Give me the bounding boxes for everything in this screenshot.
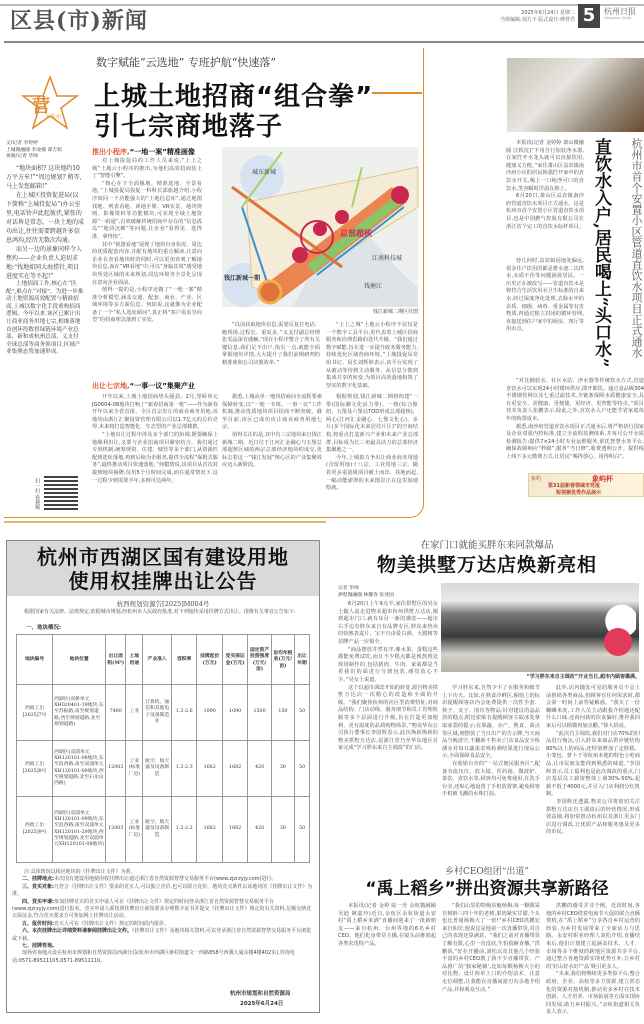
notice-body: [12, 869, 314, 987]
cell: 150: [271, 685, 294, 741]
notice-section-text: 参加挂牌竞买的竞买申请人可在《挂牌出让文件》规定的时间登录浙江省自然资源智慧交易服务平台(www.zjzrzyjy.com)进行报名。竞买申请人须按照挂牌出让须知要求办理数字证书并提交《挂牌出让文件》规定的有关资料,足额交纳竞买保证金,符合竞买要求方可参加网上挂牌出让活动。: [12, 898, 312, 920]
cell: 50: [295, 741, 310, 797]
masthead-rule-bottom: [4, 41, 644, 43]
subhead-1: [92, 147, 195, 157]
column-header: 出让面积(M²): [106, 635, 126, 685]
subhead-red: 推出小程序,: [92, 148, 130, 156]
ad-title: 象屿杯: [592, 475, 613, 483]
map-caption: 钱江新城二期区位图: [340, 309, 418, 315]
cell: 计算机、通信和其他电子设备制造业: [143, 685, 172, 741]
table-note: 注:具体情况以相应地块的《挂牌出让文件》为准。: [24, 869, 136, 875]
paragraph: 学习胖东来,自然少不了在服务和细节上下功夫。比如,在熟食冷鲜区,橱窗上的标识提醒顾客店内会免费提供一次性手套、筷子、叉子、围巾等物品;针对建议的晶品放的糕点,附近张贴有提醒顾客主取冰处拿取冰袋的提示;在果蔬、水产、熟食、面点等区域,则摆放了当日出产的告示牌,当天商品当晚清空,不翻新不售卖;门店食品安全检测室对每日蔬果农残检测结果进行现品公示,全面保障食品安全。: [442, 685, 540, 760]
page-number: 5: [578, 4, 600, 28]
cell: 1090: [197, 685, 222, 741]
cell: 1090: [222, 685, 247, 741]
notice-title-line2: 使用权挂牌出让公告: [68, 569, 258, 593]
paragraph: “上上之城”土地云小程序不仅仅是一个数字工具平台,更代表着上城区招商服务和治理思路的迭代升级。“我们通过数字赋能,旨在进一步提升政务服务能力,持续优化区域营商环境。”上城投促局党组书记、局长刘辉婷表示,该平台实现了从被动等待到主动服务、从信息分散到集成共享的转变,为项目高效落地构筑了坚实的数字化基础。: [326, 322, 418, 389]
notice-date: 2025年6月24日: [240, 1001, 284, 1007]
notice-section-text: 凡符合《挂牌出让文件》要求的竞买人,可以独立竞价,也可以联合竞价。地块竞买条件以该地块的《挂牌出让文件》为准。: [12, 883, 313, 898]
article-column: [506, 140, 584, 255]
notice-section-text: 本次国有建设用地使用权挂牌出让通过浙江省自然资源智慧交易服务平台(www.zjzrzyjy.com)进行。: [54, 876, 277, 883]
cell: 12003: [106, 741, 126, 797]
water-kicker: 杭州市首个安置小区管道直饮水项目正式通水: [630, 138, 643, 358]
notice-title: 杭州市西湖区国有建设用地: [37, 545, 289, 569]
paragraph: “核心在于全面匯地、精准选地、全景看地。”上城投促局投促一科科长邵旅越介绍,小程序如同一个功能强大的“土地信息库”,通过地图找地、列表看地、读地手册、VR实景、地块规则、影像资料等功能模块,可实现全域土地资源“一码通”,有效破解传统招商中存在的“信息孤岛”“地块沉睡”等问题,让企业“看得见、选得准、拿得快”。: [92, 180, 202, 240]
paragraph: 据悉,上城从单一地块招商向全流程要素保障转变,以“一地一专班、一事一议”工作机制,推动优质地块项目招商不断突破。截至目前,该区已成功出让商业商务用地七宗。: [222, 394, 322, 431]
qr-label: 扫一扫 看视频: [34, 478, 40, 510]
paragraph: 值得关注的是,其中有三宗地块来自钱江新城二期。近日位于江河汇金融心与五堡总部超核区域的两宗总部经济地块约成交,更标志着这一“钱江发展”核心区的产业集聚效应迈入新阶段。: [222, 431, 322, 469]
yushang-kicker: 乡村CEO组团“出道”: [444, 867, 530, 877]
lead-intro-column: [6, 164, 84, 470]
district-map: [222, 147, 418, 307]
notice-section: [12, 899, 314, 921]
paragraph: “土地出让过程中涉及多个部门的协调,既要确保土地顺利出让,又要与企业招商项目紧密结合。我们通过专班机制,统筹规资、住建、城管等多个部门,从资源匹配到选址落地,再到后续为企服务,提供全流程“保姆式服务”,最终推动项目快速落地。”何叡情说,该项目从首次对接到地块摘牌,仅用5个月时间完成,而在通常情况下,这一过程少则需要半年,多则可达两年。: [92, 431, 218, 484]
water-photo: [507, 58, 644, 132]
paragraph: “以前获取地块信息,需要反复打电话、跑现场,过程长、重复多。”义支付副总经理张雯晶深有感触,“现在小程序整合了所有关键信息,我们足不出户,指尖一点,就能全面掌握地块详情,大大提升了我们前期研判的精准度和公司决策效率。”: [222, 322, 320, 366]
article-column: [546, 685, 640, 861]
byline-line: 记者 华帅: [338, 586, 359, 591]
paper-logo-en: Hangzhou Daily: [604, 16, 632, 20]
cell: 1.2-2.6: [171, 685, 196, 741]
subhead-black: “一地一案”精准画像: [129, 148, 195, 156]
cell: 1682: [222, 741, 247, 797]
lead-kicker: 数字赋能“云选地” 专班护航“快速落”: [96, 56, 276, 69]
paragraph: “我们山里的特级东魁杨梅,每一颗都采自树龄三四十年的老树,果肉紧实甘甜,个头也比普通杨梅大了一倍!”乡村CEO洪鹏宏来自仙居,他说这是他第一次直播带货,对自己的表现还算满意。“我们之前对直播带货了解有限,心里一直没底,生怕搞砸直播。”洪鹏说,“好在开播前,刘松以及其他几个经验丰富的乡村CEO教了我不少直播带货、产品推广的‘独家秘籍’,比如每颗杨梅大小的对比物、设计简单上口的介绍话术、注意走位调整,让我能在直播间游刃有余地介绍产品,并和观众互动。”: [442, 903, 540, 993]
article-column: [442, 903, 540, 1021]
byline-line: 文/记者 李婷婷: [6, 141, 38, 146]
table-header-row: [17, 635, 310, 685]
article-column: [222, 394, 322, 512]
byline-line: 上城微融圈 李凌楠 谭吉娟: [6, 147, 62, 153]
article-column: [338, 903, 436, 1021]
paragraph: 在上城区投资促进局(以下简称“上城投促局”)办公室里,电话铃声此起彼伏,紧张的对话皆是常态。一块土地的成功出让,往往需要跨越许多信息鸿沟,经历无数次沟通。: [6, 192, 85, 244]
paragraph: 洪鹏的感受并非个例。近段时间,各地的乡村CEO借着电商节大促的联合直播契机,在“禹上稻乡”分享各自乡村运营的经验,为乡村发展带来了全新活力与思路。永安村职业经理人刘松介绍,直播结束后,他们计划建立起涵盖技术、人才、市场等多个维度的跨地区资源共享平台,通过整合各地资源实现优势互补,让乡村的‘好山好水好产品’吸引更多人。: [546, 903, 640, 970]
qr-code[interactable]: [44, 476, 78, 510]
cell: 420: [248, 797, 271, 863]
yushang-headline: “禹上稻乡”拼出资源共享新路径: [365, 879, 609, 899]
section-title: 区县(市)新闻: [10, 8, 148, 34]
cell: 西政工出[2025]8号: [17, 741, 53, 797]
article-column: [506, 378, 644, 470]
map-label: 钱江新城一期: [224, 275, 261, 282]
wumart-kicker: 在家门口就能买胖东来同款爆品: [420, 540, 554, 551]
subhead-2: [92, 381, 195, 391]
paragraph: 今年,上城拟力争出让商业商务用地(含留用地)十八宗、工业用地三宗。随着更多重量级项目破土而出、扶地而起,一幅动能澎湃的未来图景正在这里加速绘就。: [326, 454, 418, 492]
notice-section-heading: 一、地块概况:: [26, 625, 62, 631]
article-column: [326, 322, 418, 389]
wumart-headline: 物美拱墅万达店焕新亮相: [376, 554, 597, 576]
byline-line: 拱墅微融圈 林馨春 张述国: [338, 593, 394, 598]
paragraph: 对上城投促局的工作人员来说,“上上之城”土地云小程序的推出,为他们高效招商装上了“智能引擎”。: [92, 158, 202, 180]
paragraph: 值得一提的是,小程序还做了“一地一案”精准分析模型,涵盖交通、配套、商业、产业、区域环境等多方面信息。何如说,这就像为企业配备了一个“私人选址顾问”,真正将“客户需求导向型”的招商理念落到了实处。: [92, 287, 202, 324]
paragraph: 根据规划,钱江新城二期将构建“一带(国际潮文化活力带)、一核(综合枢纽、五堡及六堡站TOD形成总部超核)、两心(江河汇金融心、七堡文化心)、多片(多个国际化未来居住片区)”的空间结构,将重点打造新兴产业和未来产业总部群,目标成为长三角最具活力的总部经济集聚地之一。: [326, 394, 418, 454]
notice-section-text: 《挂牌出让文件》及地块相关资料,可以登录浙江省自然资源智慧交易服务平台浏览或下载。: [12, 928, 312, 942]
paragraph: 开年以来,上城土地招商势头强劲。2月,望峤单元JG0604-08地块打响了“新春招商第一枪”——作为新春开年以来全省首批、全区首宗出让的商业商务用地,该地块由浙江汇聚投资管理有限公司以1.7亿元的总价竞得,未来将打造智能化、生态型的产业总部楼群。: [92, 394, 218, 431]
article-column: [92, 158, 202, 324]
notice-section-label: 三、竞买对象:: [22, 883, 55, 890]
cell: 西湖区(双桥单元XH020401-19地块,东至苏振路,南至规划道路,西至规划道路,北至规划道路): [53, 685, 106, 741]
paragraph: 曾几何时,益农镇因地处偏远,很多住户饮用的都是蓄水池二次供水,水质不佳等问题困扰居民。一历史正在被改写——管道直饮水是将符合生活饮用水卫生标准的自来水,经过深度净化处理,去除水中的杂质、细菌、病毒、重金属等有害物质,再通过独立封闭的循环管网,直接送到住户家中的厨房、客厅等用水点。: [506, 258, 584, 333]
ad-logo: 象屿: [531, 476, 542, 482]
paragraph: “未来,我们将继续更多类似平台,整合政府、企业、高校等多方资源,建立常态化的资源对接机制,推动更多乡村在技术创新、人才培养、市场拓展等方面实现协同发展,助力乡村振兴。”余杭街道相关负责人表示。: [546, 971, 640, 1016]
notice-doc-number: 杭西规划资源告[2025]M004号: [116, 600, 210, 608]
cell: 航空、航天器及设备制造: [143, 797, 172, 863]
cell: 西湖区(双浦单元XH120101-08地块,东至浪西路,南至双浦单元XH120101-09地块,西至规划道路,北至石龙山西路): [53, 741, 106, 797]
wumart-byline: [338, 585, 440, 599]
cell: 50: [295, 797, 310, 863]
ad-line: 短视频优秀作品展示: [556, 490, 602, 496]
cell: 50: [295, 685, 310, 741]
article-column: [442, 685, 540, 861]
paragraph: 而另一边的景象同样令人焦灼——企业负责人迫切求地:“找地如同大海捞针,项目进度实在等不起!”: [6, 246, 83, 280]
cell: 1682: [222, 797, 247, 863]
column-header: 地块编号: [17, 635, 53, 685]
logo-char: 营: [32, 96, 50, 117]
column-header: 固定资产投资强度(万元/亩): [248, 635, 271, 685]
notice-contact: 现场咨询地点设在杭州市规划和自然资源局西湖分局(杭州市西湖区蒋村街道文一西路858号西溪大厦东楼4楼402室),咨询电话:0571-89511105,0571-89511110。: [12, 950, 295, 964]
column-header: 容积率: [171, 635, 196, 685]
paragraph: “此次自主调改,我们对门店70%的旧品进行淘汰,引入胖东来商品供应链结构80%以上的商品,还特别增加了定胜糕、小笼包、萝卜干等杭州本地的特色小吃商品,让市民朋友能找到熟悉的味道。”李国辉表示,员工福利也是此次调改的重点,门店基层员工薪资整体上调30%-50%,起薪不低于4000元,并引入门店利润分红机制。: [546, 730, 640, 798]
paragraph: 本报讯(记者 金婷婷 萧山微融圈 汪轶沈)“不用自行加装净水器,在家拧开水龙头就可以直接饮用,健康又方便。”家住萧山区益农镇南沙府小区的居民韩强拧开家中的直饮水开关,喝上一口纯净可口的直饮水,笑容瞬时洋溢在脸上。: [506, 140, 584, 192]
column-header: 土地用途: [126, 635, 143, 685]
logo-sub: 在杭州: [46, 114, 62, 120]
notice-issuer: 杭州市规划和自然资源局: [230, 991, 291, 997]
paper-logo: 杭州日报: [604, 7, 636, 16]
ad-line: 第31届新春领域市党报: [548, 483, 600, 489]
cell: 工业(标准厂房): [126, 741, 143, 797]
cell: 工业(标准厂房): [126, 797, 143, 863]
notice-intro: 根据国家有关法律、法规规定,依据城市规划,经杭州市人民政府批准,对下列地块采用挂牌方式出让。现将有关事宜公告如下:: [24, 609, 296, 615]
paragraph: “商品摆放井然有序,像水果、蛋糕这些都能免费试吃,而且不少糕点都是现熬现处现场制作的,包括猪肉、牛肉、家禽都是当着我们的面进行分割包装,感觉放心不少。”吴女士说道。: [338, 646, 438, 683]
table-row: [17, 685, 310, 741]
cell: 7460: [106, 685, 126, 741]
paragraph: 李国辉还透露,物美公司将密切关注拱墅万达店自主调改后的经营情况,形成效益圈,将加快推动杭州以及浙江更多门店进行调改,让优质产品和服务惠及更多的市民。: [546, 798, 640, 836]
paragraph: 此外,店内随处可见的服务员不会上前推销各类商品,但顾客有任何需求时,都会第一时间上前答疑解惑。“我买了一份螺蛳米皮,工作人员主动跟我介绍地还配什么口味,还询问我的饮食偏好,推荐我回家后可以稍微再加点醋。”徐大妈说。: [546, 685, 640, 729]
column-header: 竞买保证金(万元): [222, 635, 247, 685]
column-header: 挂牌起价(万元): [197, 635, 222, 685]
subhead-black: “一事一议”集聚产业: [129, 382, 195, 390]
paragraph: 其中“视图看地”展现了地块自身状况、周边的优质配套内容,并配有地块的重点解读,让意向企业在查看地块时的同时,可以更加直观了解地块信息,而在“VR看地”中,可以“身临其境”感受地块所处区域的未来规划,周边环境等全景化呈现在意向企业面前。: [92, 241, 202, 286]
notice-section: [12, 876, 314, 883]
notice-section-label: 四、竞买申请:: [22, 898, 55, 905]
cell: 1.2-2.3: [171, 741, 196, 797]
article-column: [92, 394, 218, 512]
lead-headline: 上城土地招商“组合拳”: [94, 82, 374, 112]
lead-byline: [6, 141, 86, 161]
map-label: 江南科技城: [372, 255, 403, 262]
paragraph: 6月20日,萧山区益农镇南沙府管道直饮水项目正式通水。这是杭州市首个安置小区管道直饮水项目,也是中国燃气控股有限公司在浙江省个完工的直饮水标杆项目。: [506, 193, 584, 230]
cell: 30: [271, 797, 294, 863]
star-icon: [20, 74, 80, 134]
cell: 12003: [106, 797, 126, 863]
column-header: 亩均年税收(万元/亩): [271, 635, 294, 685]
article-column: [338, 601, 438, 857]
cell: 西政工出[2025]9号: [17, 797, 53, 863]
issue-date: 2025年6月24日 星期二: [521, 10, 575, 16]
table-row: [17, 741, 310, 797]
article-column: [506, 258, 584, 372]
map-label: 总部超核: [340, 229, 372, 238]
cell: 420: [248, 741, 271, 797]
paragraph: 据悉,南沙府管道直饮水项目正式通水后,将严格执行国家及企业双重内控标准,建立全流程监测体系,并每月公开水质检测报告;提供7×24小时专业运维服务,依托智慧水务平台,确保故障响应“秒级”,服务“当日修”,收费透明公开。提供线上线下多元缴费方式,让居民“喝得放心、用得明白”。: [506, 423, 644, 460]
cell: 航空、航天器及设备制造: [143, 741, 172, 797]
table-row: [17, 797, 310, 863]
column-header: 产业准入: [143, 635, 172, 685]
cell: 1500: [248, 685, 271, 741]
paragraph: 6月20日上午9点半,家住拱墅区的吴女士随人流走进物美超市杭州拱墅万达店,刚到超市门口,就有耳目一新的感觉——超市右手边有胖东来自有品牌专区,胖东来热卖的快熟表麦片、宝丰自由爱白酒、大膜树等招牌产品一应俱全。: [338, 601, 438, 645]
paragraph: 这个以超市调改开始的转变,源自物美拱墅万达店一次精心的改造和全面的升级。“我们聚焦杭州的社区型消费特征,对商品结构、门店动线、服务细节和员工管理机制等多个层面进行升级,旨在打造更加便利、更有温度的品质购物场景。”物美华东公司执行董事长李国辉表示,此次焕新焕新的物美拱墅万达店,是浙江省乃至华东地区首家完成“学习胖东来自主调改”的门店。: [338, 684, 438, 752]
notice-section-label: 六、本次挂牌出让详细资料请参阅挂牌出让文件。: [22, 928, 133, 935]
article-column: [222, 322, 320, 377]
water-headline: 直饮水入户,居民喝上“头口水”: [591, 138, 611, 368]
photo-caption: “学习胖东来自主调改”开业当日,超市内顾客爆满。: [526, 674, 640, 680]
land-table: [16, 634, 310, 863]
paragraph: “地块面积? 这块地约10万平方米!”“周边规划? 稍等,马上发您邮箱!”: [6, 165, 82, 190]
column-header: 出让年期: [295, 635, 310, 685]
editor-credits: 当班编辑:刘方丰 版式设计:傅誉君: [500, 17, 575, 23]
map-label: 城东新城: [252, 169, 277, 176]
notice-section: [12, 884, 314, 899]
paragraph: “对比桶装水、社区水站、净水器等传统饮水方式,管道直饮水可以实现24小时循环供应,即开即饮。通过食品级304不锈钢管网以及七重过滤技术,全链条保障水质健康安全,具有更安全、更健康、更便捷、更经济、更智能等特点。”项目技术负责人张鹏表示,除此之外,直饮水入户还能节省家庭每年的购置成本。: [506, 378, 644, 422]
lead-headline-line2: 引七宗商地落子: [94, 112, 284, 142]
cell: 1682: [197, 797, 222, 863]
map-label: 钱塘江: [364, 283, 383, 290]
paragraph: 本报讯(记者 金婷 陆一舟 余杭微融圈 吴迪 姚嘉玲)近日,余杭区余杭街道永安村“禹上稻乡米酒”直播间迎来了一批新朋友——来自杭州、台州等地的6名乡村CEO。他们化身带货主播,在镜头前推销起各类农优特产品。: [338, 903, 436, 947]
cell: 1682: [197, 741, 222, 797]
article-column: [546, 903, 640, 1021]
byline-line: 视频/记者 华帅: [6, 154, 38, 160]
notice-section-label: 七、挂牌咨询。: [22, 943, 58, 950]
cell: 30: [271, 741, 294, 797]
paragraph: 在收银台旁的“一站式便民服务区”,配备有血压仪、放大镜、医药箱、微波炉、茶饮、直饮水等,顾客均可免费使用,在洗手台旁,还贴心地设置了手机放置架,避免顾客手机被飞溅的水珠打湿。: [442, 760, 540, 798]
column-header: 地块位置: [53, 635, 106, 685]
section-rule: [4, 521, 326, 523]
cell: 工业: [126, 685, 143, 741]
notice-section-text: 竞买人可在《挂牌出让文件》规定的时间段内报价。: [54, 920, 170, 927]
store-photo-flowers: [600, 600, 636, 670]
subhead-red: 出让七宗地,: [92, 382, 130, 390]
cell: 1.2-2.2: [171, 797, 196, 863]
paragraph: 土地招商工作,核心在“匹配”,难点在“对接”。为进一步推动土地资源高效配置与精准招商,上城以数字化手段重构招商逻辑。今年以来,该区已累计出让商业商务用地七宗,相继落地首创环投数智绿链环境产业总部、新和成杭州总部、义支付全球总部等商务领项目,区域产业集聚态势加速形成。: [6, 281, 84, 356]
notice-section-label: 五、报价时间:: [22, 920, 55, 927]
cell: 西政工出[2025]7号: [17, 685, 53, 741]
cell: 西湖区(双浦单元XH120101-09地块,东至浪西路,南至双浦单元XH120101-29地块,西至规划道路,北至双浦单元XH120101-08地块): [53, 797, 106, 863]
notice-section: [12, 928, 314, 943]
article-column: [326, 394, 418, 512]
notice-section-label: 二、挂牌地点:: [22, 876, 55, 883]
